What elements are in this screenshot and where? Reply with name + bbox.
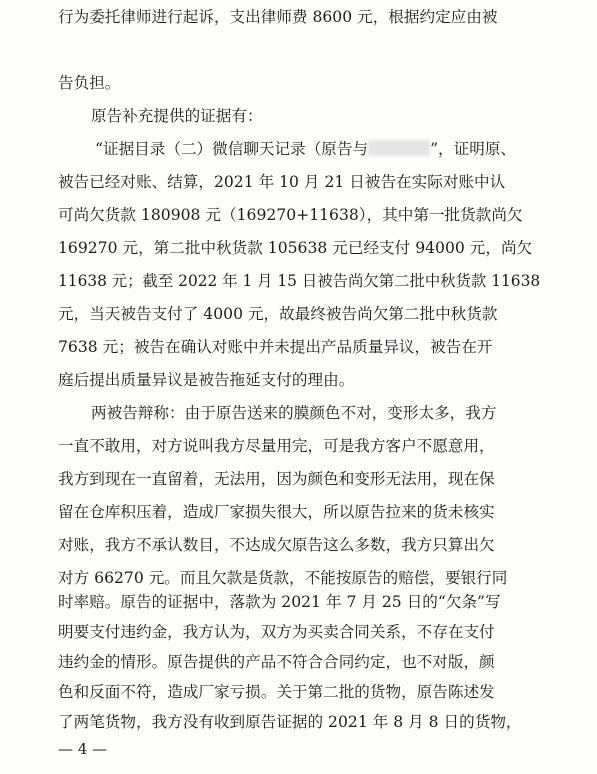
text-line: 一直不敢用，对方说叫我方尽量用完，可是我方客户不愿意用，	[58, 437, 495, 455]
text-line: 7638 元；被告在确认对账中并未提出产品质量异议，被告在开	[58, 338, 493, 356]
text-line: 告负担。	[58, 74, 121, 92]
page-number: — 4 —	[58, 740, 108, 758]
text-line: 违约金的情形。原告提供的产品不符合合同约定，也不对版，颜	[58, 653, 495, 671]
text-line: 对方 66270 元。而且欠款是货款，不能按原告的赔偿，要银行同	[58, 569, 508, 587]
redaction-block	[368, 140, 430, 156]
text-line: 169270 元，第二批中秋货款 105638 元已经支付 94000 元，尚欠	[58, 239, 533, 257]
text-line: 了两笔货物，我方没有收到原告证据的 2021 年 8 月 8 日的货物，	[58, 713, 522, 731]
text-line: 行为委托律师进行起诉，支出律师费 8600 元，根据约定应由被	[58, 8, 498, 26]
text-line: 可尚欠货款 180908 元（169270+11638），其中第一批货款尚欠	[58, 206, 523, 224]
text-segment: “证据目录（二）微信聊天记录（原告与	[95, 140, 369, 158]
text-line: 庭后提出质量异议是被告拖延支付的理由。	[58, 371, 355, 389]
text-line: 明要支付违约金，我方认为，双方为买卖合同关系，不存在支付	[58, 623, 495, 641]
text-line: 对账，我方不承认数目，不达成欠原告这么多数，我方只算出欠	[58, 536, 495, 554]
text-segment: ”，证明原、	[430, 140, 517, 158]
text-line: 色和反面不符，造成厂家亏损。关于第二批的货物，原告陈述发	[58, 683, 495, 701]
text-line: 原告补充提供的证据有：	[91, 107, 263, 125]
text-line	[95, 134, 516, 164]
text-line: 时率赔。原告的证据中，落款为 2021 年 7 月 25 日的“欠条”写	[58, 593, 501, 611]
text-line: 两被告辩称：由于原告送来的膜颜色不对，变形太多，我方	[91, 404, 497, 422]
text-line: 我方到现在一直留着，无法用，因为颜色和变形无法用，现在保	[58, 470, 495, 488]
text-line: 11638 元；截至 2022 年 1 月 15 日被告尚欠第二批中秋货款 11638	[58, 272, 541, 290]
text-line: 被告已经对账、结算，2021 年 10 月 21 日被告在实际对账中认	[58, 173, 506, 191]
text-line: 留在仓库积压着，造成厂家损失很大，所以原告拉来的货未核实	[58, 503, 495, 521]
text-line: 元，当天被告支付了 4000 元，故最终被告尚欠第二批中秋货款	[58, 305, 498, 323]
